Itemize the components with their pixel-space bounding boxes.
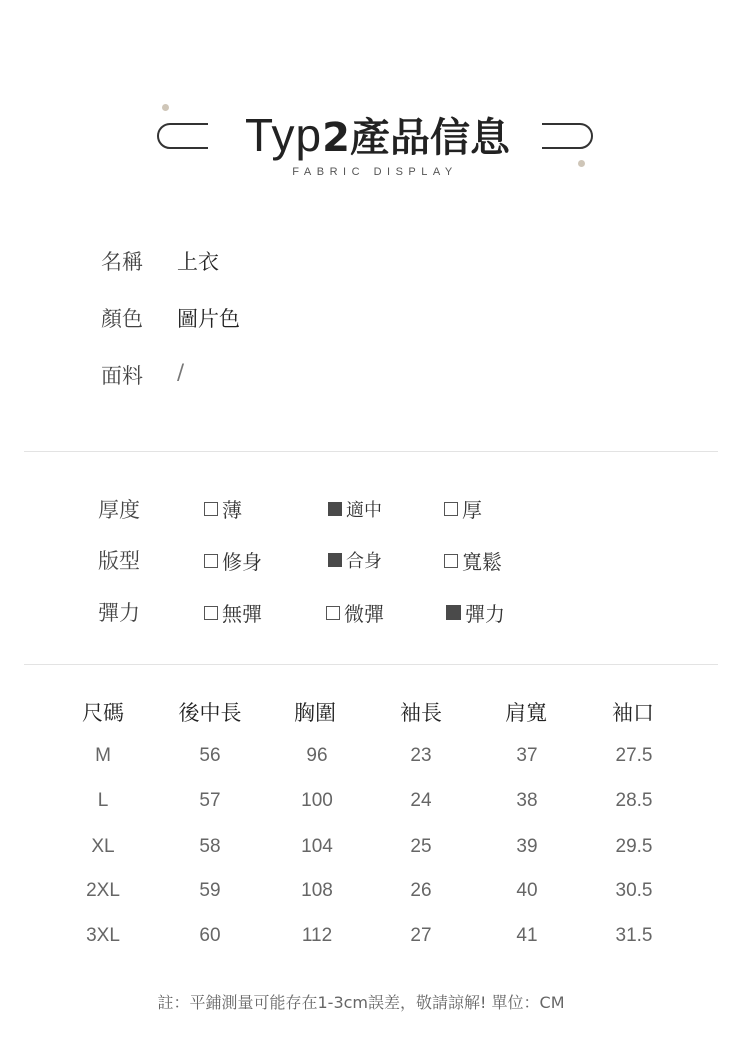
- option-no-stretch: [204, 598, 262, 627]
- table-cell: 29.5: [615, 836, 653, 857]
- info-value-fabric: /: [177, 360, 185, 384]
- option-label: 適中: [346, 500, 382, 521]
- table-cell: 37: [516, 745, 538, 766]
- table-cell: 28.5: [615, 790, 653, 811]
- checkbox-empty-icon: [204, 502, 218, 516]
- table-cell: 60: [199, 925, 221, 946]
- table-cell: 30.5: [615, 880, 653, 901]
- option-slim: [204, 546, 262, 575]
- option-label: 修身: [222, 550, 262, 574]
- info-label-fabric: 面料: [101, 364, 143, 388]
- table-header-cell: 肩寬: [505, 701, 547, 725]
- page-subtitle: FABRIC DISPLAY: [292, 166, 458, 178]
- option-slight-stretch: [326, 598, 384, 627]
- option-medium: [328, 496, 382, 522]
- info-label-name: 名稱: [101, 250, 143, 274]
- table-cell: 57: [199, 790, 221, 811]
- left-bracket-icon: [156, 122, 210, 150]
- table-cell: 25: [410, 836, 432, 857]
- table-cell: XL: [91, 836, 115, 857]
- decor-dot-top-left: [162, 104, 169, 111]
- table-cell: 2XL: [86, 880, 120, 901]
- option-regular: [328, 547, 382, 573]
- table-cell: M: [95, 745, 111, 766]
- attr-label-elasticity: 彈力: [98, 601, 140, 625]
- checkbox-empty-icon: [204, 554, 218, 568]
- option-label: 微彈: [344, 602, 384, 626]
- divider-1: [24, 451, 718, 452]
- option-label: 彈力: [465, 602, 505, 626]
- table-cell: 100: [301, 790, 333, 811]
- option-label: 合身: [346, 551, 382, 572]
- table-cell: 27.5: [615, 745, 653, 766]
- table-header-cell: 袖長: [400, 701, 442, 725]
- table-cell: 104: [301, 836, 333, 857]
- attr-label-thickness: 厚度: [98, 498, 140, 522]
- option-stretch: [446, 598, 505, 627]
- option-label: 厚: [462, 498, 482, 522]
- table-cell: 112: [301, 925, 333, 946]
- checkbox-filled-icon: [446, 605, 461, 620]
- divider-2: [24, 664, 718, 665]
- title-cjk: 2產品信息: [322, 115, 510, 161]
- table-cell: 23: [410, 745, 432, 766]
- option-thick: [444, 494, 482, 523]
- checkbox-empty-icon: [444, 502, 458, 516]
- attr-label-fit: 版型: [98, 549, 140, 573]
- table-header-cell: 後中長: [178, 701, 242, 725]
- table-cell: 24: [410, 790, 432, 811]
- checkbox-filled-icon: [328, 502, 342, 516]
- table-cell: 58: [199, 836, 221, 857]
- page-title: [245, 106, 510, 166]
- table-cell: 59: [199, 880, 221, 901]
- table-cell: 40: [516, 880, 538, 901]
- option-label: 寬鬆: [462, 550, 502, 574]
- table-cell: 56: [199, 745, 221, 766]
- table-cell: 26: [410, 880, 432, 901]
- table-cell: 41: [516, 925, 538, 946]
- table-cell: 38: [516, 790, 538, 811]
- checkbox-filled-icon: [328, 553, 342, 567]
- table-cell: 27: [410, 925, 432, 946]
- title-latin: Typ: [245, 109, 323, 161]
- measurement-note: 註：平鋪測量可能存在1-3cm誤差，敬請諒解! 單位：CM: [157, 993, 565, 1012]
- table-cell: 96: [306, 745, 328, 766]
- table-cell: L: [97, 790, 109, 811]
- table-cell: 3XL: [86, 925, 120, 946]
- table-cell: 31.5: [615, 925, 653, 946]
- option-label: 無彈: [222, 602, 262, 626]
- table-cell: 108: [301, 880, 333, 901]
- table-cell: 39: [516, 836, 538, 857]
- option-loose: [444, 546, 502, 575]
- checkbox-empty-icon: [326, 606, 340, 620]
- table-header-cell: 胸圍: [294, 701, 336, 725]
- info-value-name: 上衣: [177, 250, 219, 274]
- checkbox-empty-icon: [204, 606, 218, 620]
- table-header-cell: 袖口: [612, 701, 654, 725]
- right-bracket-icon: [540, 122, 594, 150]
- checkbox-empty-icon: [444, 554, 458, 568]
- option-label: 薄: [222, 498, 242, 522]
- info-label-color: 顏色: [101, 307, 143, 331]
- info-value-color: 圖片色: [177, 307, 240, 331]
- option-thin: [204, 494, 242, 523]
- table-header-cell: 尺碼: [82, 701, 124, 725]
